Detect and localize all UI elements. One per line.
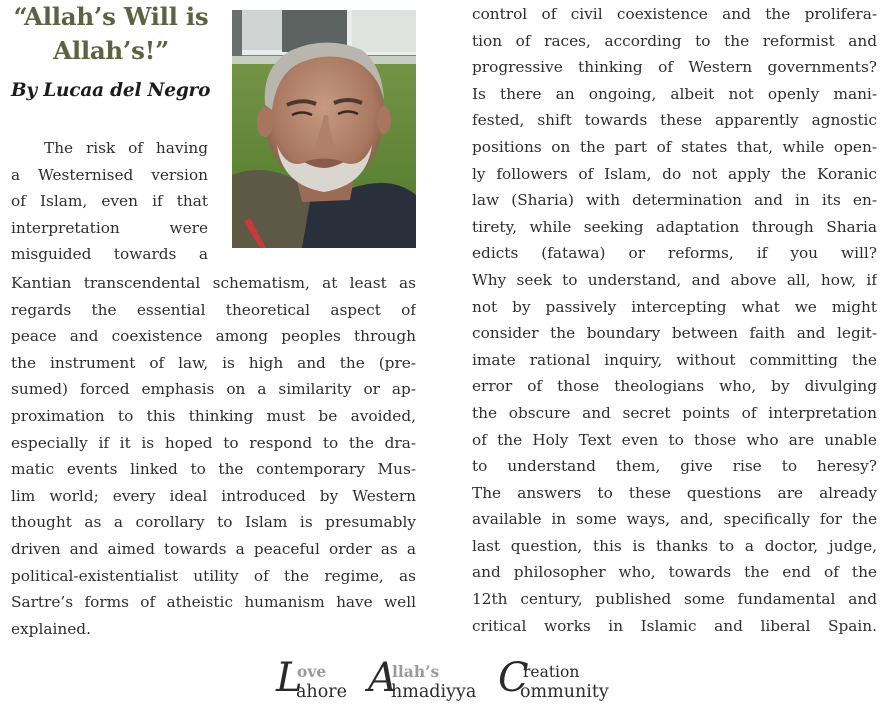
text-line: and philosopher who, towards the end of the <box>472 563 877 582</box>
author-portrait-image <box>232 10 416 248</box>
text-line: political-existentialist utility of the regime, as <box>11 566 416 585</box>
text-line: driven and aimed towards a peaceful order as a <box>11 539 416 558</box>
left-column-body <box>11 270 416 642</box>
text-line: regards the essential theoretical aspect of <box>11 300 416 319</box>
text-line: not by passively intercepting what we might <box>472 297 877 316</box>
text-line: the instrument of law, is high and the (pre- <box>11 353 416 372</box>
logo-top-word: reation <box>523 663 580 681</box>
text-line: control of civil coexistence and the prolifera- <box>472 5 877 23</box>
logo-bottom-word: hmadiyya <box>391 682 477 702</box>
text-line: matic events linked to the contemporary Mus- <box>11 460 416 479</box>
text-line: to understand them, give rise to heresy? <box>472 457 877 476</box>
author-photo <box>232 10 416 248</box>
logo-initial: A <box>368 655 397 701</box>
text-line: peace and coexistence among peoples through <box>11 327 416 346</box>
logo-top-word: llah’s <box>392 662 440 681</box>
text-line: error of those theologians who, by divulging <box>472 377 877 396</box>
logo-group-lahore <box>276 655 356 706</box>
logo-initial: L <box>276 655 303 701</box>
text-line: a Westernised version <box>11 165 208 184</box>
text-line: imate rational inquiry, without committing the <box>472 350 877 369</box>
text-line: ly followers of Islam, do not apply the Koranic <box>472 164 877 183</box>
text-line: law (Sharia) with determination and in its en- <box>472 191 877 210</box>
left-column-intro <box>11 135 208 268</box>
footer-logo <box>276 655 636 706</box>
logo-group-community <box>498 655 628 706</box>
text-line: tirety, while seeking adaptation through Sharia <box>472 217 877 236</box>
text-line: the obscure and secret points of interpretation <box>472 403 877 422</box>
text-line: The risk of having <box>44 139 208 157</box>
logo-bottom-word: ahore <box>296 682 347 702</box>
text-line: critical works in Islamic and liberal Spain. <box>472 616 877 635</box>
text-line: Sartre’s forms of atheistic humanism have well <box>11 593 416 612</box>
text-line: last question, this is thanks to a doctor, judge, <box>472 536 877 555</box>
text-line: interpretation were <box>11 218 208 237</box>
text-line: Why seek to understand, and above all, how, if <box>472 270 877 289</box>
logo-top-word: ove <box>297 662 327 681</box>
text-line: lim world; every ideal introduced by Western <box>11 486 416 505</box>
text-line: progressive thinking of Western governments? <box>472 58 877 77</box>
text-line: explained. <box>11 619 91 638</box>
text-line: The answers to these questions are already <box>472 483 877 502</box>
article-title <box>0 0 222 68</box>
text-line: tion of races, according to the reformist and <box>472 31 877 50</box>
text-line: misguided towards a <box>11 245 208 264</box>
article-title-line: “Allah’s Will is <box>13 2 209 31</box>
text-line: edicts (fatawa) or reforms, if you will? <box>472 244 877 263</box>
logo-initial: C <box>498 655 529 701</box>
right-column-body <box>472 1 877 639</box>
text-line: Kantian transcendental schematism, at least as <box>11 274 416 292</box>
logo-bottom-word: ommunity <box>520 682 609 702</box>
text-line: consider the boundary between faith and legit- <box>472 324 877 343</box>
author-byline: By Lucaa del Negro <box>11 80 211 101</box>
text-line: especially if it is hoped to respond to the dra- <box>11 433 416 452</box>
text-line: Is there an ongoing, albeit not openly mani- <box>472 84 877 103</box>
text-line: proximation to this thinking must be avoided, <box>11 406 416 425</box>
text-line: fested, shift towards these apparently agnostic <box>472 111 877 130</box>
text-line: of Islam, even if that <box>11 192 208 211</box>
text-line: 12th century, published some fundamental and <box>472 590 877 609</box>
article-title-line: Allah’s!” <box>53 36 169 65</box>
text-line: positions on the part of states that, while open- <box>472 137 877 156</box>
text-line: thought as a corollary to Islam is presumably <box>11 513 416 532</box>
text-line: available in some ways, and, specifically for the <box>472 510 877 529</box>
text-line: sumed) forced emphasis on a similarity or ap- <box>11 380 416 399</box>
logo-group-ahmadiyya <box>368 655 488 706</box>
text-line: of the Holy Text even to those who are unable <box>472 430 877 449</box>
